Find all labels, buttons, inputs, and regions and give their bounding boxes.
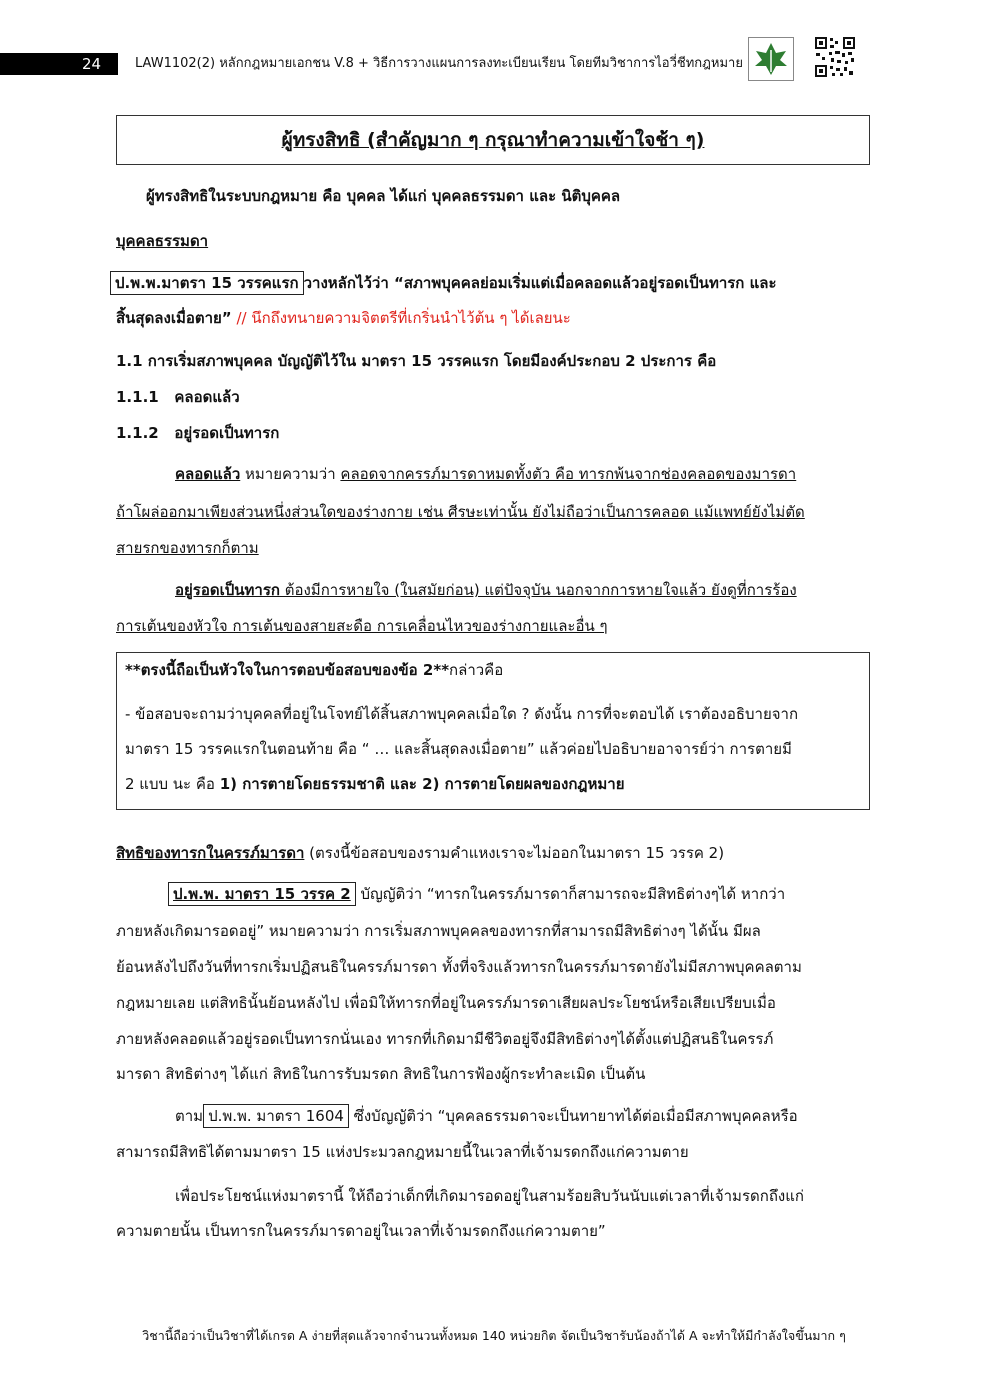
item-number: 1.1.1 [116, 388, 159, 406]
item-number: 1.1.2 [116, 424, 159, 442]
section-1604-quote: ซึ่งบัญญัติว่า “บุคคลธรรมดาจะเป็นทายาทได้ต่อเมื่อมีสภาพบุคคลหรือ [348, 1107, 798, 1125]
item-text: อยู่รอดเป็นทารก [174, 424, 280, 442]
item-1-1-1 [116, 387, 240, 407]
page-title: ผู้ทรงสิทธิ (สำคัญมาก ๆ กรุณาทำความเข้าใจช้า ๆ) [281, 129, 705, 151]
born-term: คลอดแล้ว [175, 465, 241, 483]
fetus-heading-note: (ตรงนี้ข้อสอบของรามคำแหงเราจะไม่ออกในมาตรา 15 วรรค 2) [304, 844, 725, 862]
section-1604-line-3: เพื่อประโยชน์แห่งมาตรานี้ ให้ถือว่าเด็กที่เกิดมารอดอยู่ในสามร้อยสิบวันนับแต่เวลาที่เจ้ามรดกถึงแก่ [175, 1187, 804, 1205]
fetus-line-4: กฎหมายเลย แต่สิทธินั้นย้อนหลังไป เพื่อมิให้ทารกที่อยู่ในครรภ์มารดาเสียผลประโยชน์หรือเสียเปรียบเมื่อ [116, 994, 776, 1012]
section-1604-line-1 [175, 1106, 798, 1126]
fetus-line-3: ย้อนหลังไปถึงวันที่ทารกเริ่มปฏิสนธิในครรภ์มารดา ทั้งที่จริงแล้วทารกในครรภ์มารดายังไม่มีสภาพบุคคลตาม [116, 958, 802, 976]
fetus-heading-line [116, 843, 724, 863]
fetus-heading: สิทธิของทารกในครรภ์มารดา [116, 844, 305, 862]
section-1-1: 1.1 การเริ่มสภาพบุคคล บัญญัติไว้ใน มาตรา 15 วรรคแรก โดยมีองค์ประกอบ 2 ประการ คือ [116, 352, 717, 370]
section-15-note: // นึกถึงทนายความจิตตรีที่เกริ่นนำไว้ต้น ๆ ได้เลยนะ [236, 309, 571, 327]
item-text: คลอดแล้ว [174, 388, 240, 406]
note-heading [125, 660, 503, 680]
ivy-leaf-logo-icon [748, 37, 794, 81]
natural-person-heading: บุคคลธรรมดา [116, 232, 209, 250]
note-heading-bold: **ตรงนี้ถือเป็นหัวใจในการตอบข้อสอบของข้อ 2** [125, 661, 450, 679]
alive-line-1 [175, 580, 797, 600]
page-footer: วิชานี้ถือว่าเป็นวิชาที่ได้เกรด A ง่ายที่สุดแล้วจากจำนวนทั้งหมด 140 หน่วยกิต จัดเป็นวิชารับน้องถ้าได้ A จะทำให้มีกำลังใจขึ้นมาก ๆ [142, 1328, 846, 1343]
course-title: LAW1102(2) หลักกฎหมายเอกชน V.8 + วิธีการวางแผนการลงทะเบียนเรียน โดยทีมวิชาการไอวี่ชีทกฎหมาย [135, 56, 743, 71]
section-1604-pre: ตาม [175, 1107, 204, 1125]
fetus-line-6: มารดา สิทธิต่างๆ ได้แก่ สิทธิในการรับมรดก สิทธิในการฟ้องผู้กระทำละเมิด เป็นต้น [116, 1065, 646, 1083]
section-1604-ref: ป.พ.พ. มาตรา 1604 [203, 1104, 349, 1128]
alive-definition: ต้องมีการหายใจ (ในสมัยก่อน) แต่ปัจจุบัน นอกจากการหายใจแล้ว ยังดูที่การร้อง [279, 581, 797, 599]
section-1604-line-2: สามารถมีสิทธิได้ตามมาตรา 15 แห่งประมวลกฎหมายนี้ในเวลาที่เจ้ามรดกถึงแก่ความตาย [116, 1143, 689, 1161]
note-line-2: มาตรา 15 วรรคแรกในตอนท้าย คือ “ … และสิ้นสุดลงเมื่อตาย” แล้วค่อยไปอธิบายอาจารย์ว่า การตายมี [125, 740, 792, 758]
fetus-line-5: ภายหลังคลอดแล้วอยู่รอดเป็นทารกนั่นเอง ทารกที่เกิดมามีชีวิตอยู่จึงมีสิทธิต่างๆได้ตั้งแต่ปฏิสนธิในครรภ์ [116, 1030, 774, 1048]
section-15-quote: วางหลักไว้ว่า “สภาพบุคคลย่อมเริ่มแต่เมื่อคลอดแล้วอยู่รอดเป็นทารก และ [303, 274, 777, 292]
item-1-1-2 [116, 423, 279, 443]
note-death-types: 1) การตายโดยธรรมชาติ และ 2) การตายโดยผลของกฎหมาย [219, 775, 625, 793]
intro-line: ผู้ทรงสิทธิในระบบกฎหมาย คือ บุคคล ได้แก่ บุคคลธรรมดา และ นิติบุคคล [146, 187, 621, 205]
page-number: 24 [82, 55, 102, 73]
note-line-3-plain: 2 แบบ นะ คือ [125, 775, 220, 793]
born-line-1 [175, 464, 796, 484]
title-box [116, 115, 870, 165]
section-1604-line-4: ความตายนั้น เป็นทารกในครรภ์มารดาอยู่ในเวลาที่เจ้ามรดกถึงแก่ความตาย” [116, 1222, 606, 1240]
qr-code-icon [814, 36, 856, 78]
born-line-2: ถ้าโผล่ออกมาเพียงส่วนหนึ่งส่วนใดของร่างกาย เช่น ศีรษะเท่านั้น ยังไม่ถือว่าเป็นการคลอด แม้แพทย์ยังไม่ตัด [116, 503, 805, 521]
born-lead: หมายความว่า [240, 465, 341, 483]
section-15-line-2 [116, 308, 571, 328]
note-heading-rest: กล่าวคือ [449, 661, 504, 679]
section-15-quote-end: สิ้นสุดลงเมื่อตาย” [116, 309, 232, 327]
note-line-3 [125, 774, 625, 794]
fetus-quote: บัญญัติว่า “ทารกในครรภ์มารดาก็สามารถจะมีสิทธิต่างๆได้ หากว่า [355, 885, 786, 903]
fetus-line-2: ภายหลังเกิดมารอดอยู่” หมายความว่า การเริ่มสภาพบุคคลของทารกที่สามารถมีสิทธิต่างๆ ได้นั้น มีผล [116, 922, 761, 940]
section-15-line-1 [110, 273, 777, 293]
born-line-3: สายรกของทารกก็ตาม [116, 539, 259, 557]
fetus-line-1 [168, 884, 785, 904]
section-15-2-ref: ป.พ.พ. มาตรา 15 วรรค 2 [168, 882, 356, 906]
alive-term: อยู่รอดเป็นทารก [175, 581, 280, 599]
alive-line-2: การเต้นของหัวใจ การเต้นของสายสะดือ การเคลื่อนไหวของร่างกายและอื่น ๆ [116, 617, 608, 635]
section-15-ref: ป.พ.พ.มาตรา 15 วรรคแรก [110, 271, 304, 295]
note-line-1: - ข้อสอบจะถามว่าบุคคลที่อยู่ในโจทย์ได้สิ้นสภาพบุคคลเมื่อใด ? ดังนั้น การที่จะตอบได้ เราต้องอธิบายจาก [125, 705, 799, 723]
born-definition: คลอดจากครรภ์มารดาหมดทั้งตัว คือ ทารกพ้นจากช่องคลอดของมารดา [340, 465, 797, 483]
